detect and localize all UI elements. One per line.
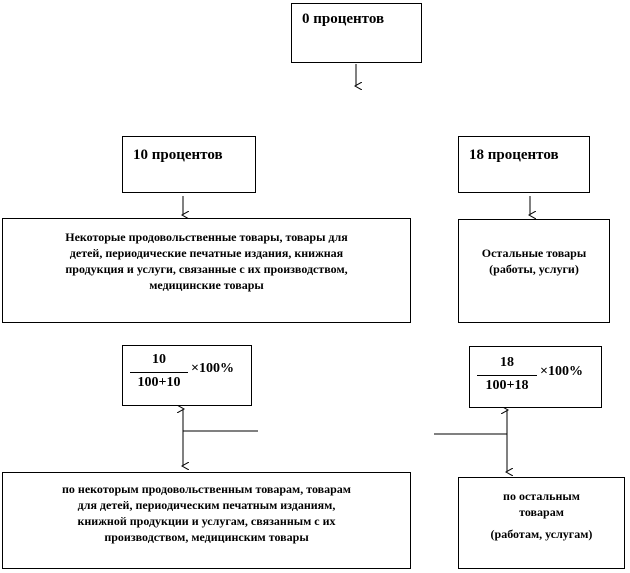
goods-line: Остальные товары [481,246,587,260]
goods-line: медицинские товары [149,278,264,292]
zero-rate-label: 0 процентов [302,11,385,27]
formula-multiplier: ×100% [191,361,234,376]
ten-rate-result-box [2,472,411,569]
formula-numerator: 18 [500,355,514,370]
goods-line: Некоторые продовольственные товары, товары для [65,230,348,244]
formula-multiplier: ×100% [540,364,583,379]
ten-rate-box [122,136,256,193]
formula-fraction [477,351,537,401]
result-line: производством, медицинским товары [104,530,309,544]
goods-line: (работы, услуги) [489,262,579,276]
ten-rate-formula-box [122,345,252,406]
fraction-bar [130,372,188,373]
fraction-bar [477,375,537,376]
result-line: товарам [519,505,564,519]
formula-numerator: 10 [152,352,166,367]
eighteen-rate-label: 18 процентов [469,147,559,163]
result-line: для детей, периодическим печатным изданиям, [77,498,336,512]
goods-line: продукция и услуги, связанные с их производством, [65,262,348,276]
eighteen-rate-formula-box [469,346,602,408]
result-line: книжной продукции и услугам, связанным с их [77,514,336,528]
result-line: по остальным [503,489,580,503]
ten-rate-label: 10 процентов [133,147,223,163]
zero-rate-box [291,3,422,63]
formula-denominator: 100+10 [137,375,181,390]
result-line: по некоторым продовольственным товарам, товарам [62,482,351,496]
eighteen-rate-goods-box [458,219,610,323]
result-line: (работам, услугам) [490,527,593,541]
ten-rate-goods-box [2,218,411,323]
formula-denominator: 100+18 [485,378,529,393]
eighteen-rate-result-box [458,477,625,569]
goods-line: детей, периодические печатные издания, книжная [69,246,344,260]
formula-fraction [130,350,188,400]
eighteen-rate-box [458,136,590,193]
